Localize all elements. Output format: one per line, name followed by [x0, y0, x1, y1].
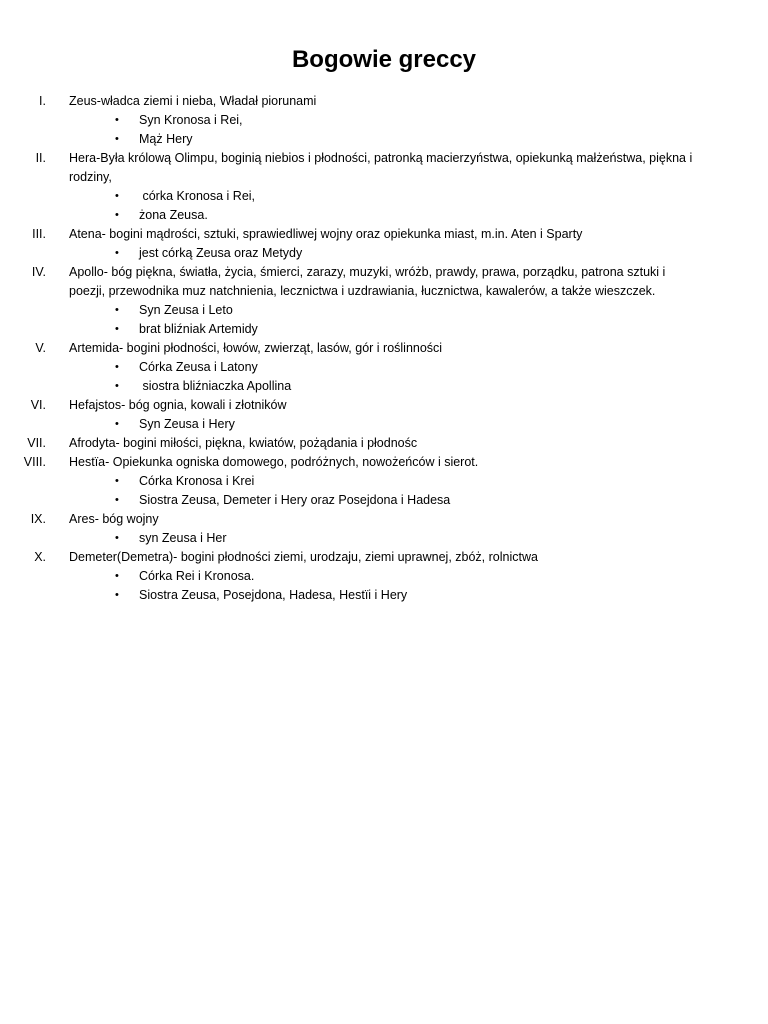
- bullet-icon: •: [115, 133, 119, 145]
- list-numeral: V.: [35, 341, 46, 355]
- sub-list-item: [0, 491, 768, 510]
- sub-list-item-text: Siostra Zeusa, Demeter i Hery oraz Posejdona i Hadesa: [139, 493, 451, 507]
- sub-list-item: [0, 301, 768, 320]
- list-numeral: III.: [32, 227, 46, 241]
- sub-list-item: [0, 377, 768, 396]
- sub-list-item: [0, 130, 768, 149]
- sub-list-item: [0, 586, 768, 605]
- sub-list-item-text: Córka Zeusa i Latony: [139, 360, 258, 374]
- list-numeral: IX.: [30, 512, 46, 526]
- list-item-text: Hestïa- Opiekunka ogniska domowego, podróżnych, nowożeńców i sierot.: [69, 455, 479, 469]
- list-item-main: [0, 149, 768, 187]
- list-item-main: [0, 434, 768, 453]
- sub-list-item-text: Siostra Zeusa, Posejdona, Hadesa, Hestïi i Hery: [139, 588, 408, 602]
- sub-list-item-text: żona Zeusa.: [139, 208, 208, 222]
- sub-list-item: [0, 567, 768, 586]
- list-item: [0, 225, 768, 263]
- bullet-icon: •: [115, 418, 119, 430]
- sub-list-item-text: Syn Zeusa i Hery: [139, 417, 235, 431]
- bullet-icon: •: [115, 475, 119, 487]
- bullet-icon: •: [115, 361, 119, 373]
- list-item: [0, 510, 768, 548]
- page-title: Bogowie greccy: [291, 46, 477, 73]
- list-item-text: Hefajstos- bóg ognia, kowali i złotników: [69, 398, 287, 412]
- list-item: [0, 396, 768, 434]
- bullet-icon: •: [115, 247, 119, 259]
- sub-list-item-text: Córka Kronosa i Krei: [139, 474, 255, 488]
- sub-list-item: [0, 415, 768, 434]
- sub-list-item: [0, 472, 768, 491]
- bullet-icon: •: [115, 209, 119, 221]
- list-numeral: VII.: [27, 436, 46, 450]
- sub-list-item: [0, 111, 768, 130]
- list-item-text: Ares- bóg wojny: [69, 512, 159, 526]
- sub-list-item: [0, 244, 768, 263]
- sub-list-item-text: jest córką Zeusa oraz Metydy: [139, 246, 303, 260]
- list-item-text: Afrodyta- bogini miłości, piękna, kwiatów, pożądania i płodnośc: [69, 436, 418, 450]
- list-item-text: Hera-Była królową Olimpu, boginią niebios i płodności, patronką macierzyństwa, opiekunką małżeństwa, piękna i rodziny,: [69, 151, 693, 184]
- list-item-main: [0, 396, 768, 415]
- bullet-icon: •: [115, 380, 119, 392]
- list-item-main: [0, 510, 768, 529]
- list-item-main: [0, 339, 768, 358]
- sub-list-item-text: Mąż Hery: [139, 132, 193, 146]
- list-item: [0, 548, 768, 605]
- sub-list-item: [0, 529, 768, 548]
- list-item-main: [0, 263, 768, 301]
- list-item: [0, 263, 768, 339]
- list-item-text: Demeter(Demetra)- bogini płodności ziemi, urodzaju, ziemi uprawnej, zbóż, rolnictwa: [69, 550, 538, 564]
- bullet-icon: •: [115, 190, 119, 202]
- list-item-main: [0, 92, 768, 111]
- list-numeral: X.: [34, 550, 46, 564]
- list-item: [0, 434, 768, 453]
- list-item-text: Apollo- bóg piękna, światła, życia, śmierci, zarazy, muzyki, wróżb, prawdy, prawa, porządku, patrona sztuki i poezji, przewodnika muz natchnienia, lecznictwa i uzdrawiania, łucznictwa, kawalerów, a także wieszczek.: [69, 265, 666, 298]
- list-item: [0, 339, 768, 396]
- bullet-icon: •: [115, 494, 119, 506]
- bullet-icon: •: [115, 589, 119, 601]
- sub-list-item-text: brat bliźniak Artemidy: [139, 322, 258, 336]
- list-numeral: VI.: [30, 398, 46, 412]
- sub-list-item-text: Syn Zeusa i Leto: [139, 303, 233, 317]
- sub-list-item: [0, 320, 768, 339]
- bullet-icon: •: [115, 570, 119, 582]
- list-numeral: VIII.: [23, 455, 46, 469]
- list-item: [0, 149, 768, 225]
- list-item-text: Zeus-władca ziemi i nieba, Władał piorunami: [69, 94, 317, 108]
- list-item-text: Atena- bogini mądrości, sztuki, sprawiedliwej wojny oraz opiekunka miast, m.in. Aten i Sparty: [69, 227, 583, 241]
- bullet-icon: •: [115, 114, 119, 126]
- sub-list-item-text: syn Zeusa i Her: [139, 531, 227, 545]
- list-item-main: [0, 548, 768, 567]
- sub-list-item-text: siostra bliźniaczka Apollina: [139, 379, 292, 393]
- list-item: [0, 453, 768, 510]
- list-item: [0, 92, 768, 149]
- sub-list-item: [0, 206, 768, 225]
- god-list: [0, 92, 768, 605]
- sub-list-item: [0, 358, 768, 377]
- bullet-icon: •: [115, 532, 119, 544]
- list-numeral: II.: [35, 151, 46, 165]
- sub-list-item-text: córka Kronosa i Rei,: [139, 189, 256, 203]
- list-numeral: I.: [39, 94, 46, 108]
- list-item-main: [0, 453, 768, 472]
- list-item-main: [0, 225, 768, 244]
- list-item-text: Artemida- bogini płodności, łowów, zwierząt, lasów, gór i roślinności: [69, 341, 443, 355]
- sub-list-item-text: Córka Rei i Kronosa.: [139, 569, 255, 583]
- bullet-icon: •: [115, 304, 119, 316]
- list-numeral: IV.: [31, 265, 46, 279]
- sub-list-item-text: Syn Kronosa i Rei,: [139, 113, 243, 127]
- bullet-icon: •: [115, 323, 119, 335]
- sub-list-item: [0, 187, 768, 206]
